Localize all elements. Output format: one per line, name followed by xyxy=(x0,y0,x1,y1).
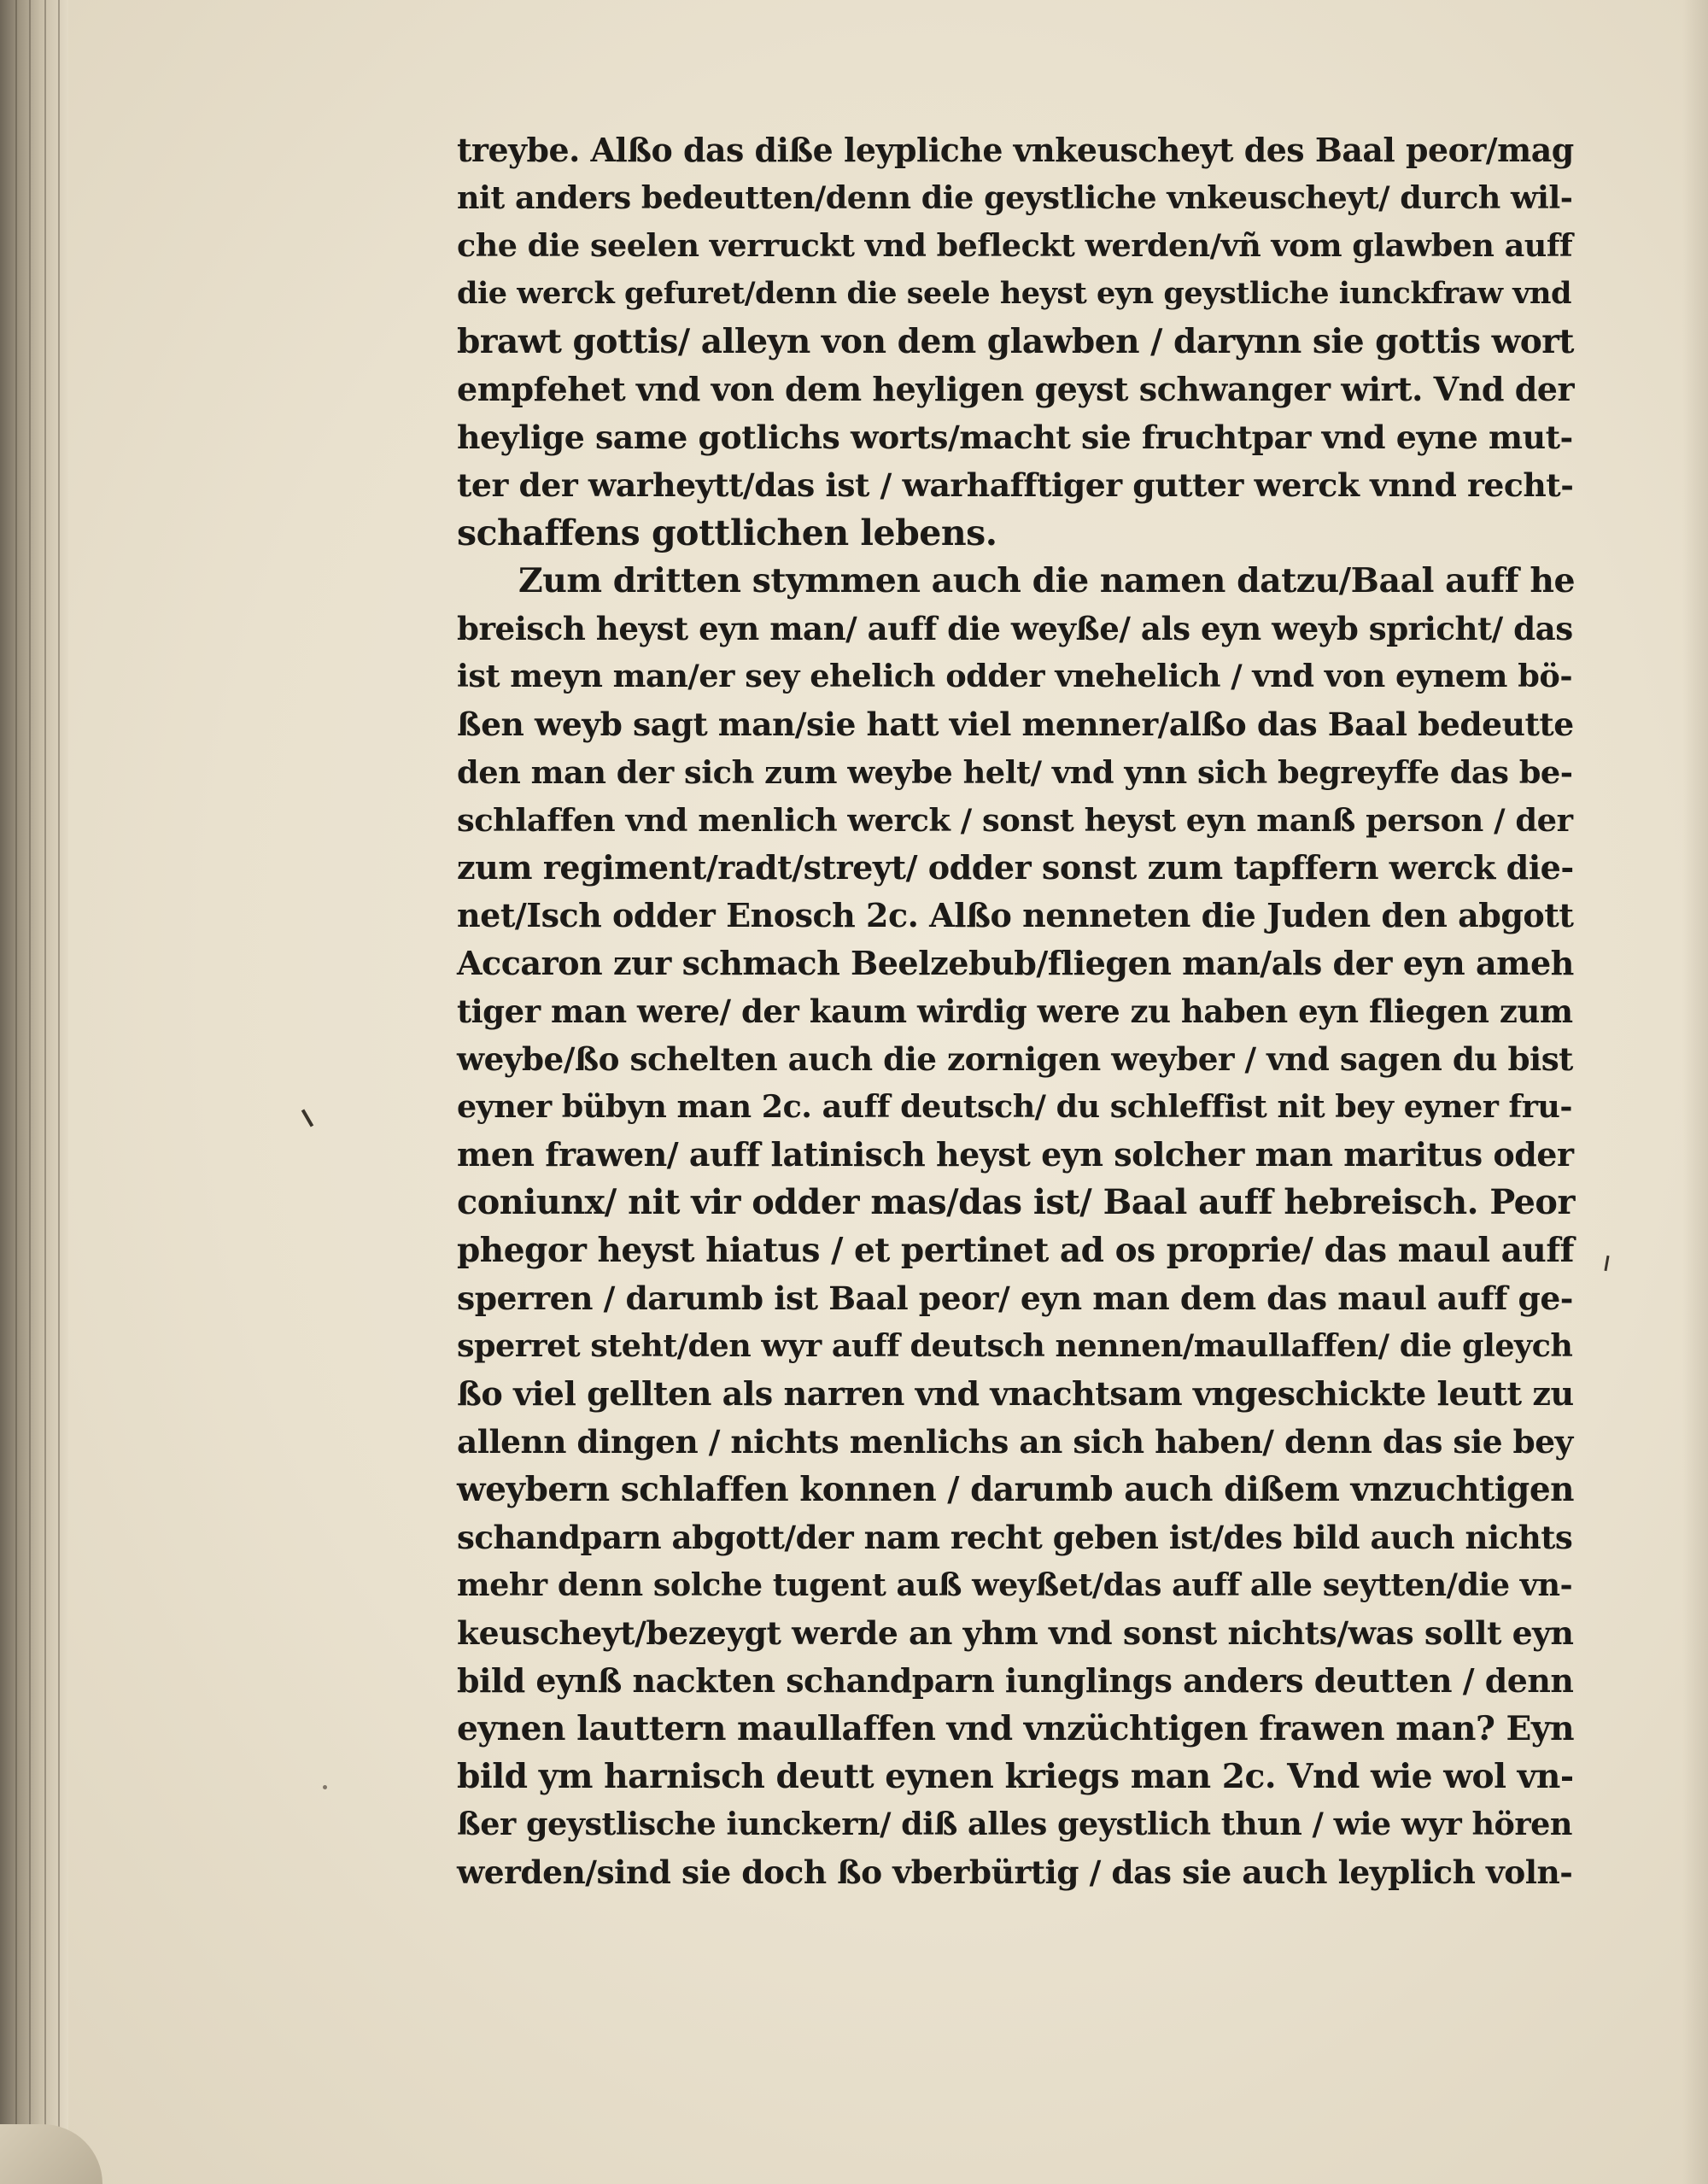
text-line: ßen weyb sagt man/sie hatt viel menner/alßo das Baal bedeutte xyxy=(457,706,1574,743)
text-line: net/Isch odder Enosch 2c. Alßo nenneten die Juden den abgott xyxy=(457,896,1574,934)
text-line: schaffens gottlichen lebens. xyxy=(457,512,997,553)
text-line: bild eynß nackten schandparn iunglings anders deutten / denn xyxy=(457,1661,1574,1700)
text-line: men frawen/ auff latinisch heyst eyn solcher man maritus oder xyxy=(457,1135,1574,1174)
text-line: che die seelen verruckt vnd befleckt werden/vñ vom glawben auff xyxy=(457,227,1573,264)
text-line: weybe/ßo schelten auch die zornigen weyber / vnd sagen du bist xyxy=(457,1040,1573,1078)
margin-mark xyxy=(301,1109,313,1127)
page-corner-curl xyxy=(0,2124,102,2184)
text-line: heylige same gotlichs worts/macht sie fruchtpar vnd eyne mut- xyxy=(457,418,1573,456)
text-line: eynen lauttern maullaffen vnd vnzüchtigen frawen man? Eyn xyxy=(457,1709,1575,1748)
text-line: coniunx/ nit vir odder mas/das ist/ Baal auff hebreisch. Peor xyxy=(457,1183,1575,1222)
text-line: schlaffen vnd menlich werck / sonst heyst eyn manß person / der xyxy=(457,801,1573,839)
margin-mark xyxy=(1604,1256,1609,1271)
page-edge-line xyxy=(15,0,17,2184)
text-line: ßer geystlische iunckern/ diß alles geystlich thun / wie wyr hören xyxy=(457,1806,1572,1842)
text-line: werden/sind sie doch ßo vberbürtig / das sie auch leyplich voln- xyxy=(457,1853,1573,1891)
text-line: ter der warheytt/das ist / warhafftiger gutter werck vnnd recht- xyxy=(457,466,1574,504)
text-line: die werck gefuret/denn die seele heyst eyn geystliche iunckfraw vnd xyxy=(457,276,1572,311)
text-line: nit anders bedeutten/denn die geystliche vnkeuscheyt/ durch wil- xyxy=(457,179,1573,216)
ink-speck xyxy=(323,1785,327,1789)
text-line: Accaron zur schmach Beelzebub/fliegen man/als der eyn ameh xyxy=(457,944,1574,982)
text-line: brawt gottis/ alleyn von dem glawben / darynn sie gottis wort xyxy=(457,322,1574,361)
text-line: sperren / darumb ist Baal peor/ eyn man dem das maul auff ge- xyxy=(457,1279,1573,1317)
text-line: den man der sich zum weybe helt/ vnd ynn sich begreyffe das be- xyxy=(457,753,1573,791)
text-line: schandparn abgott/der nam recht geben ist/des bild auch nichts xyxy=(457,1519,1573,1556)
text-line: eyner bübyn man 2c. auff deutsch/ du schleffist nit bey eyner fru- xyxy=(457,1088,1572,1125)
text-line: bild ym harnisch deutt eynen kriegs man 2c. Vnd wie wol vn- xyxy=(457,1757,1574,1796)
text-line: treybe. Alßo das diße leypliche vnkeuscheyt des Baal peor/mag xyxy=(457,131,1574,169)
text-line: empfehet vnd von dem heyligen geyst schwanger wirt. Vnd der xyxy=(457,370,1575,408)
text-line: ist meyn man/er sey ehelich odder vnehelich / vnd von eynem bö- xyxy=(457,658,1573,694)
text-column xyxy=(457,126,1576,1896)
text-line: sperret steht/den wyr auff deutsch nennen/maullaffen/ die gleych xyxy=(457,1327,1573,1364)
text-line: tiger man were/ der kaum wirdig were zu haben eyn fliegen zum xyxy=(457,992,1573,1030)
page-edge-line xyxy=(44,0,46,2184)
page-edge-shadow xyxy=(1682,0,1708,2184)
text-line: mehr denn solche tugent auß weyßet/das auff alle seytten/die vn- xyxy=(457,1566,1573,1603)
paragraph-start-line: Zum dritten stymmen auch die namen datzu/Baal auff he xyxy=(518,561,1576,600)
text-line: allenn dingen / nichts menlichs an sich haben/ denn das sie bey xyxy=(457,1423,1573,1461)
text-line: phegor heyst hiatus / et pertinet ad os proprie/ das maul auff xyxy=(457,1231,1574,1270)
text-line: keuscheyt/bezeygt werde an yhm vnd sonst nichts/was sollt eyn xyxy=(457,1614,1574,1652)
text-line: breisch heyst eyn man/ auff die weyße/ als eyn weyb spricht/ das xyxy=(457,610,1573,647)
text-line: zum regiment/radt/streyt/ odder sonst zum tapffern werck die- xyxy=(457,848,1574,887)
page-edge-line xyxy=(29,0,31,2184)
page-edge-line xyxy=(58,0,60,2184)
text-line: ßo viel gellten als narren vnd vnachtsam vngeschickte leutt zu xyxy=(457,1374,1574,1413)
text-line: weybern schlaffen konnen / darumb auch dißem vnzuchtigen xyxy=(457,1470,1575,1509)
